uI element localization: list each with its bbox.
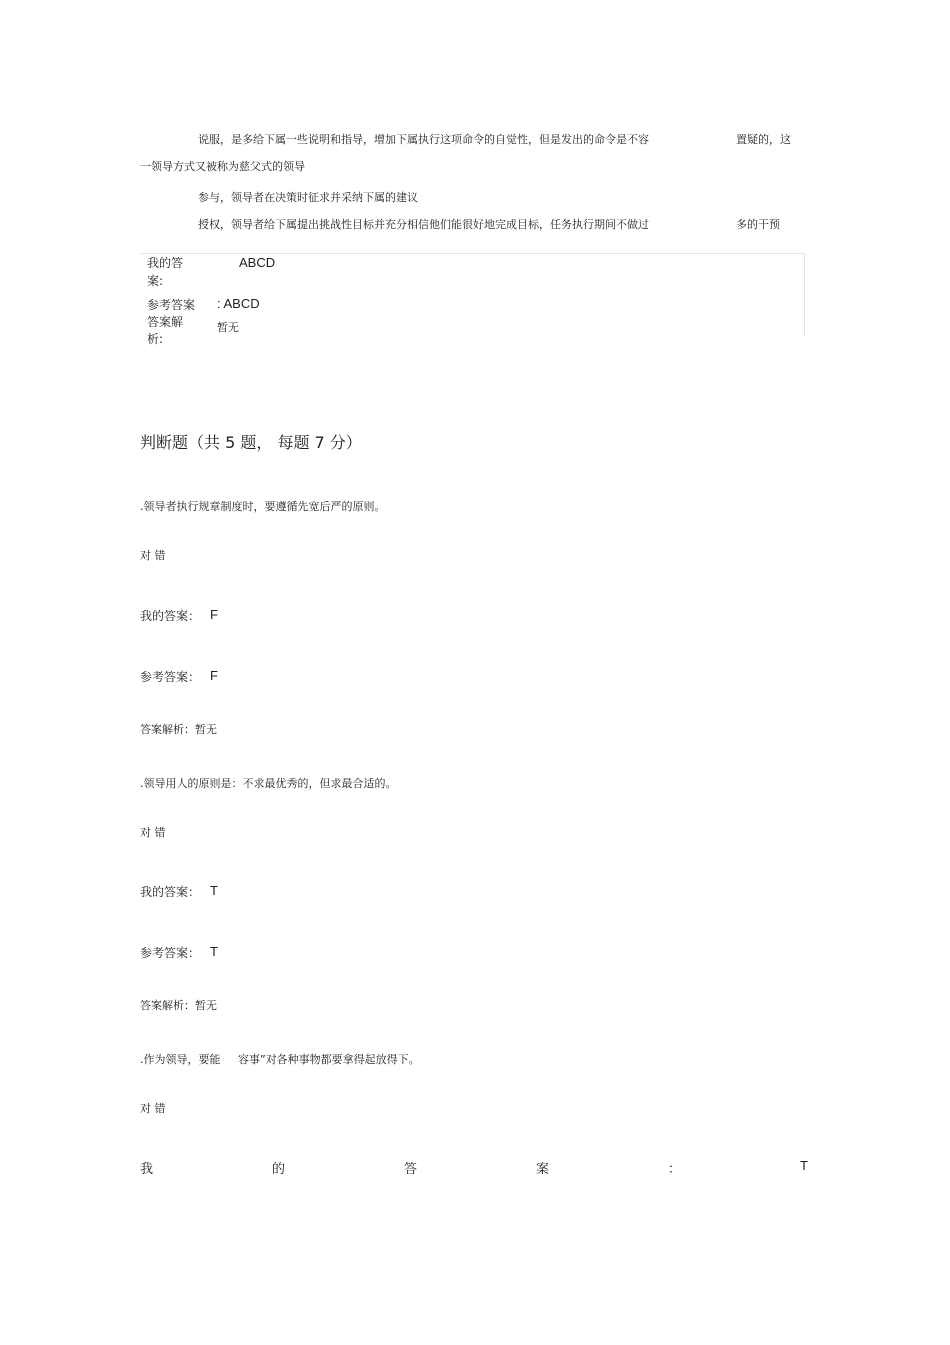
analysis-value: 暂无 <box>217 321 239 334</box>
reference-answer-value: : ABCD <box>217 296 260 311</box>
answer-char-6: T <box>800 1158 808 1173</box>
my-answer-label-2: 案: <box>147 274 164 288</box>
question-2-analysis: 答案解析：暂无 <box>140 999 217 1012</box>
question-1-analysis: 答案解析：暂无 <box>140 723 217 736</box>
question-1-my-answer-value: F <box>210 607 218 622</box>
reference-answer-label: 参考答案 <box>147 298 196 312</box>
answer-char-4: 案 <box>536 1162 550 1177</box>
question-2-reference-label: 参考答案： <box>140 946 201 960</box>
option-c: 参与，领导者在决策时征求并采纳下属的建议 <box>198 191 418 204</box>
analysis-label-2: 析: <box>147 332 164 346</box>
my-answer-value: ABCD <box>239 255 276 270</box>
question-3-my-answer-line <box>140 1158 808 1177</box>
question-1-reference-label: 参考答案： <box>140 670 201 684</box>
question-3-text: .作为领导，要能 容事”对各种事物都要拿得起放得下。 <box>140 1053 420 1066</box>
question-2-choices[interactable]: 对 错 <box>140 826 166 839</box>
question-3-choices[interactable]: 对 错 <box>140 1102 166 1115</box>
answer-char-2: 的 <box>272 1162 286 1177</box>
answer-char-1: 我 <box>140 1162 154 1177</box>
section-heading: 判断题（共 5 题， 每题 7 分） <box>140 433 362 452</box>
question-1-choices[interactable]: 对 错 <box>140 549 166 562</box>
question-2-reference-value: T <box>210 944 218 959</box>
option-b-line1-tail: 置疑的，这 <box>736 133 791 146</box>
question-1-my-answer-label: 我的答案： <box>140 609 201 623</box>
question-1-text: .领导者执行规章制度时，要遵循先宽后严的原则。 <box>140 500 386 513</box>
question-2-my-answer-label: 我的答案： <box>140 885 201 899</box>
question-2-text: .领导用人的原则是：不求最优秀的，但求最合适的。 <box>140 777 397 790</box>
option-b-line1: 说服，是多给下属一些说明和指导，增加下属执行这项命令的自觉性，但是发出的命令是不容 <box>198 133 649 146</box>
option-b-line2: 一领导方式又被称为慈父式的领导 <box>140 160 305 173</box>
answer-char-3: 答 <box>404 1162 418 1177</box>
option-d-tail: 多的干预 <box>736 218 780 231</box>
analysis-label-1: 答案解 <box>147 315 184 329</box>
my-answer-label-1: 我的答 <box>147 256 184 270</box>
question-2-my-answer-value: T <box>210 883 218 898</box>
option-d: 授权，领导者给下属提出挑战性目标并充分相信他们能很好地完成目标，任务执行期间不做过 <box>198 218 649 231</box>
question-1-reference-value: F <box>210 668 218 683</box>
answer-char-5: ： <box>668 1162 682 1177</box>
